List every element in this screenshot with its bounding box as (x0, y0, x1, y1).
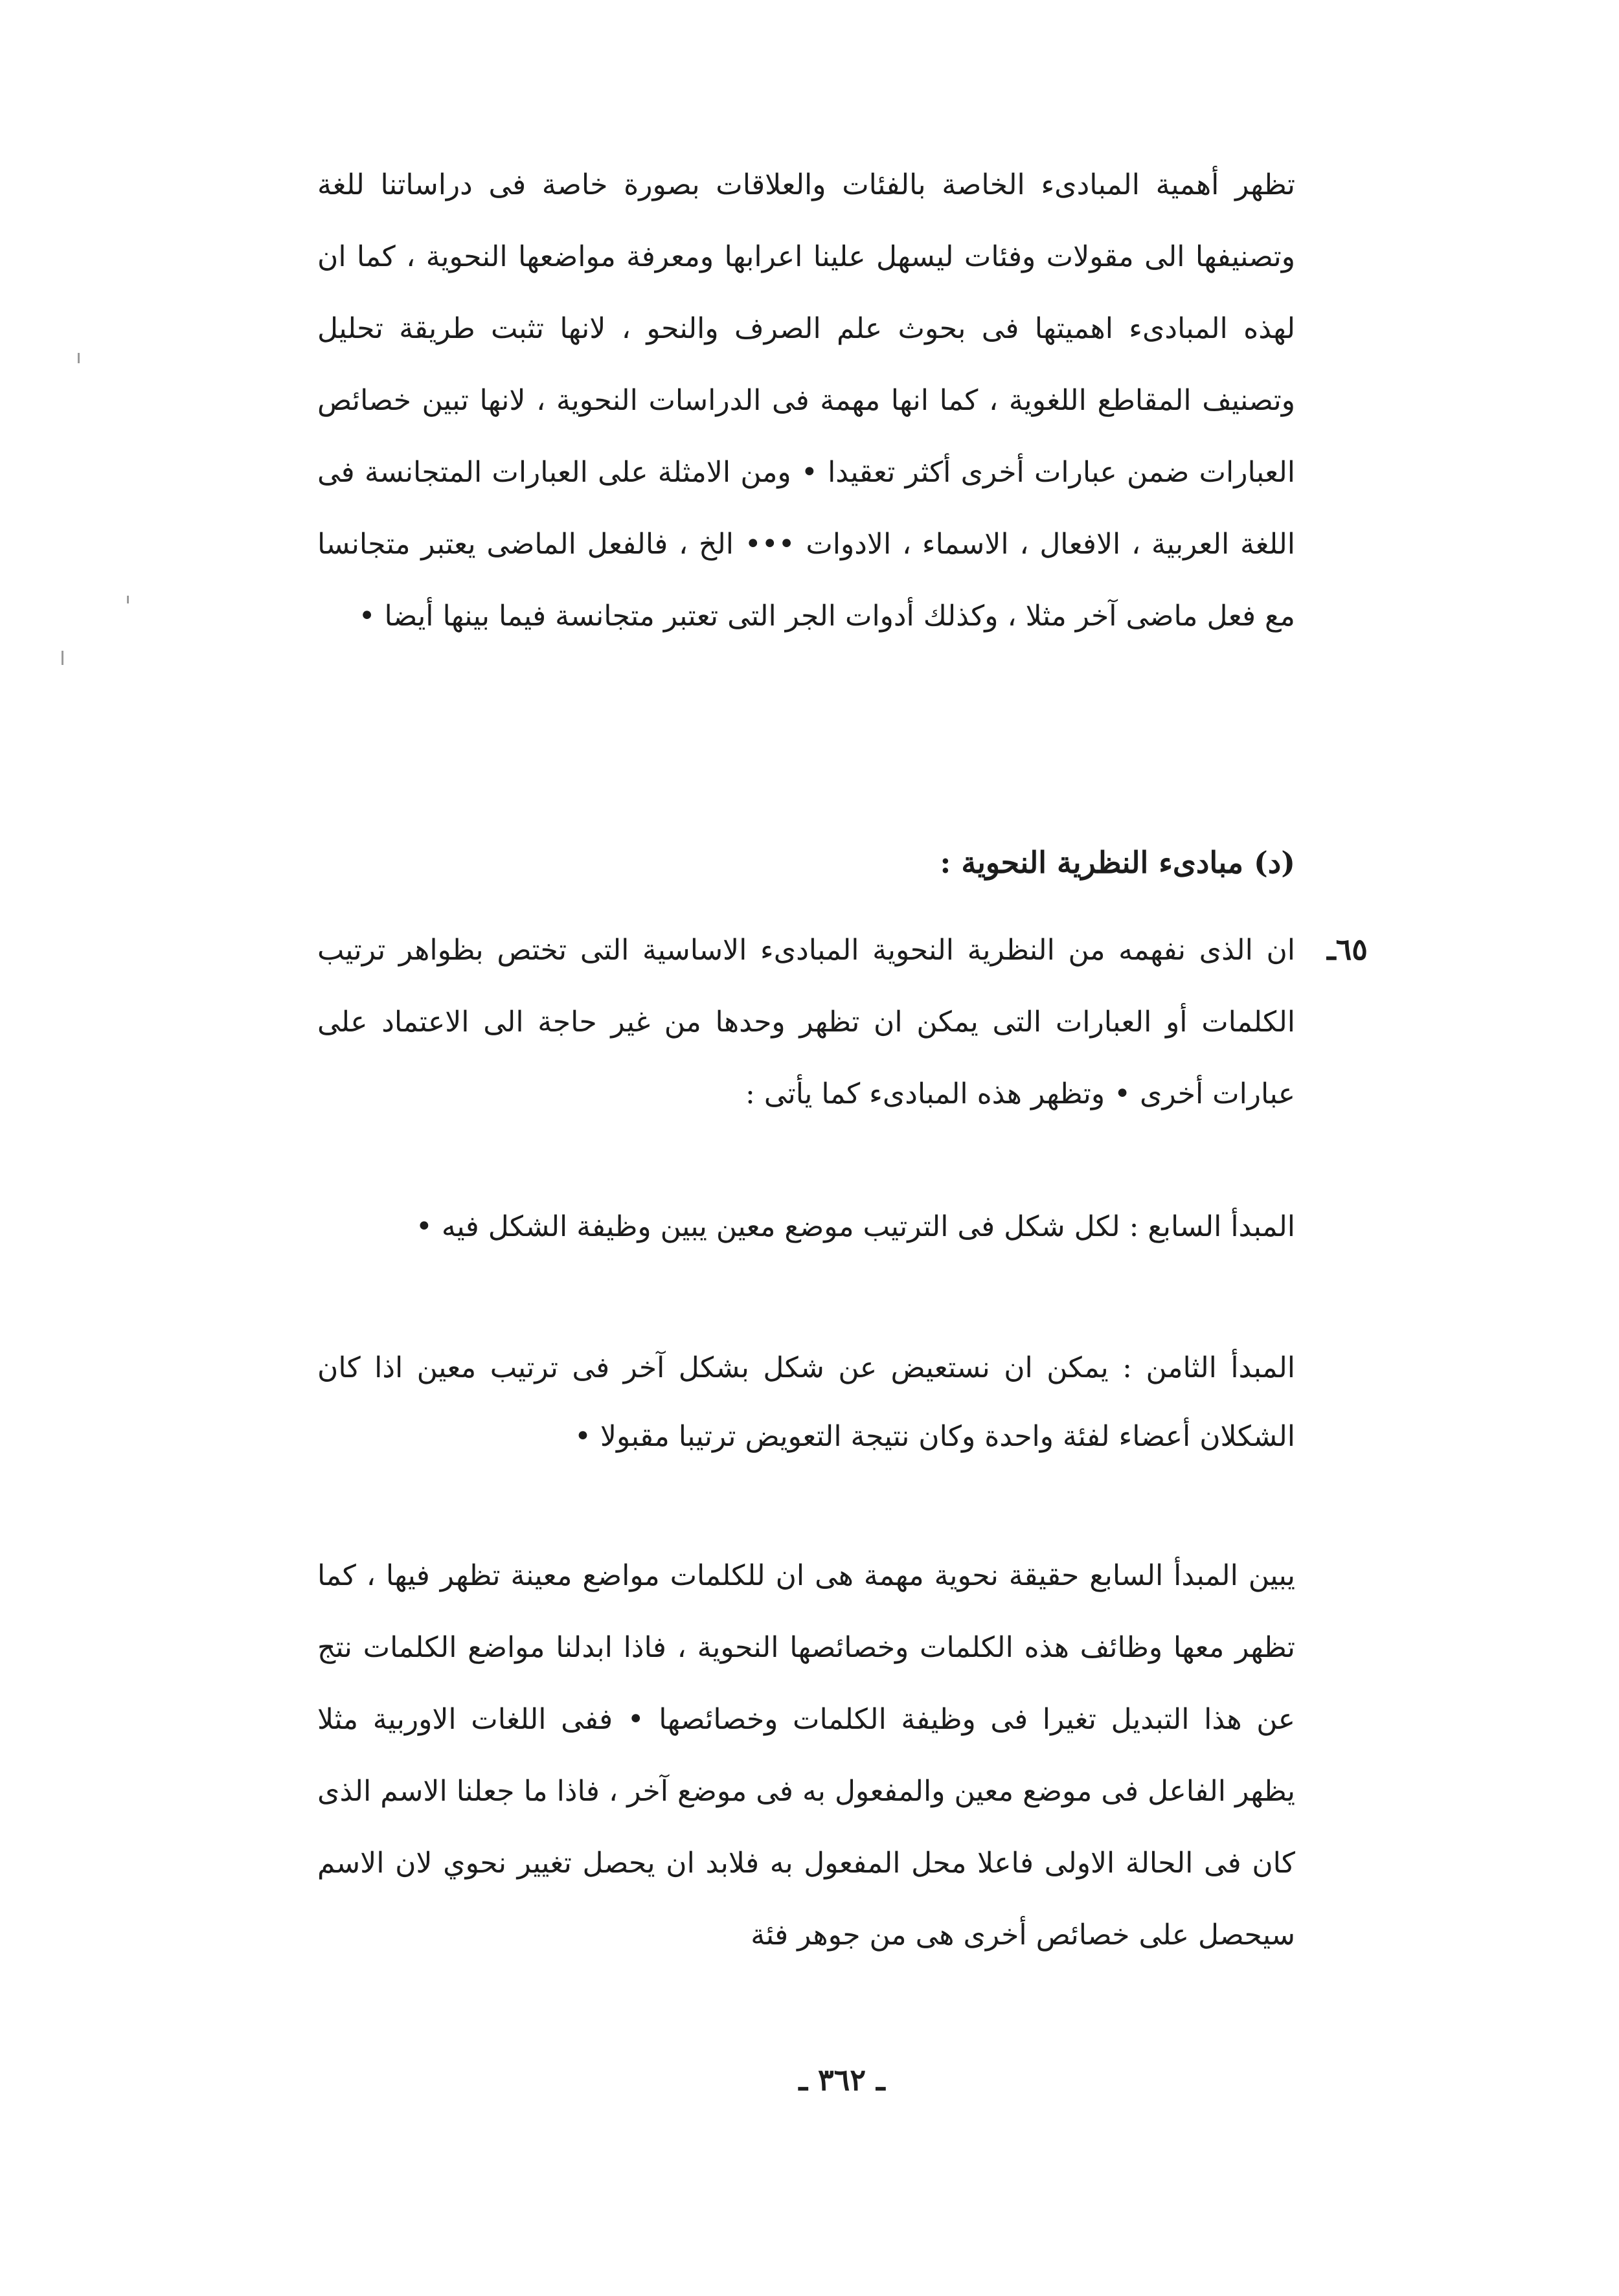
intro-paragraph (317, 149, 1295, 652)
margin-speck (62, 651, 63, 665)
principle-seven: المبدأ السابع : لكل شكل فى الترتيب موضع معين يبين وظيفة الشكل فيه • (415, 1210, 1295, 1243)
paragraph-number: ٦٥ـ (1327, 932, 1368, 967)
paragraph-65 (317, 914, 1295, 1130)
intro-paragraph-text: تظهر أهمية المبادىء الخاصة بالفئات والعلاقات بصورة خاصة فى دراساتنا للغة وتصنيفها الى مقولات وفئات ليسهل علينا اعرابها ومعرفة مواضعها النحوية ، كما ان لهذه المبادىء اهميتها فى بحوث علم الصرف والنحو ، لانها تثبت طريقة تحليل وتصنيف المقاطع اللغوية ، كما انها مهمة فى الدراسات النحوية ، لانها تبين خصائص العبارات ضمن عبارات أخرى أكثر تعقيدا • ومن الامثلة على العبارات المتجانسة فى اللغة العربية ، الافعال ، الاسماء ، الادوات ••• الخ ، فالفعل الماضى يعتبر متجانسا مع فعل ماضى آخر مثلا ، وكذلك أدوات الجر التى تعتبر متجانسة فيما بينها أيضا • (317, 168, 1295, 633)
page-number: ـ ٣٦٢ ـ (798, 2062, 885, 2097)
explanation-paragraph-text: يبين المبدأ السابع حقيقة نحوية مهمة هى ان للكلمات مواضع معينة تظهر فيها ، كما تظهر معها وظائف هذه الكلمات وخصائصها النحوية ، فاذا ابدلنا مواضع الكلمات نتج عن هذا التبديل تغيرا فى وظيفة الكلمات وخصائصها • ففى اللغات الاوربية مثلا يظهر الفاعل فى موضع معين والمفعول به فى موضع آخر ، فاذا ما جعلنا الاسم الذى كان فى الحالة الاولى فاعلا محل المفعول به فلابد ان يحصل تغيير نحوي لان الاسم سيحصل على خصائص أخرى هى من جوهر فئة (317, 1559, 1295, 1952)
explanation-paragraph (317, 1540, 1295, 1971)
margin-speck (127, 596, 129, 603)
paragraph-65-text: ان الذى نفهمه من النظرية النحوية المبادىء الاساسية التى تختص بظواهر ترتيب الكلمات أو العبارات التى يمكن ان تظهر وحدها من غير حاجة الى الاعتماد على عبارات أخرى • وتظهر هذه المبادىء كما يأتى : (317, 934, 1295, 1110)
principle-eight: المبدأ الثامن : يمكن ان نستعيض عن شكل بشكل آخر فى ترتيب معين اذا كان الشكلان أعضاء لفئة واحدة وكان نتيجة التعويض ترتيبا مقبولا • (317, 1351, 1295, 1453)
section-heading: (د) مبادىء النظرية النحوية : (940, 845, 1295, 880)
margin-speck (78, 353, 80, 363)
